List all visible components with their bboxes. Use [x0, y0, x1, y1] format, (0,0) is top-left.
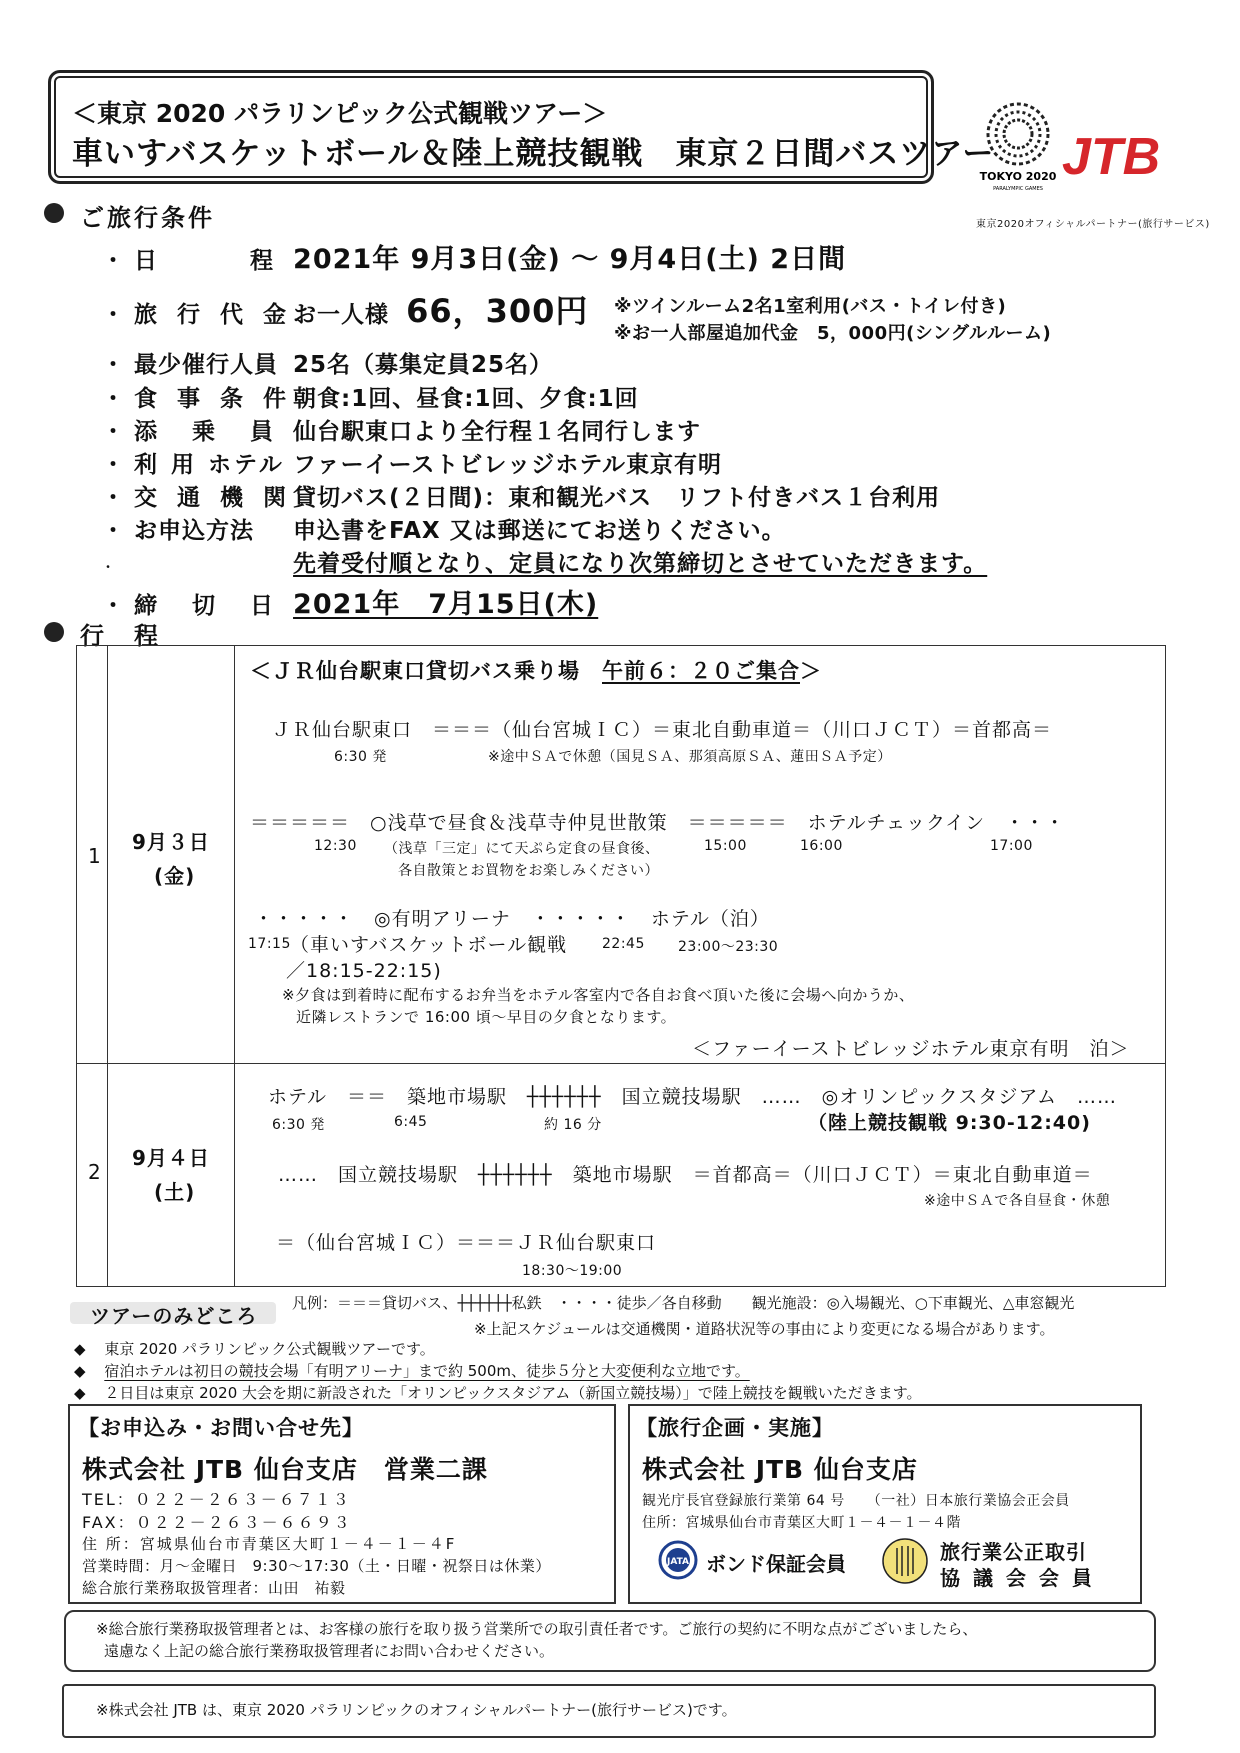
contact-manager: 総合旅行業務取扱管理者：山田 祐毅: [82, 1579, 346, 1597]
day1-route-2: ＝＝＝＝＝ ○浅草で昼食＆浅草寺仲見世散策 ＝＝＝＝＝ ホテルチェックイン ・・・: [250, 812, 1066, 834]
meals-value: 朝食:1回、昼食:1回、夕食:1回: [293, 386, 639, 412]
meeting-post: ＞: [800, 659, 822, 683]
highlight-text: ２日目は東京 2020 大会を期に新設された「オリンピックスタジアム（新国立競技場）」で陸上競技を観戦いただきます。: [104, 1384, 922, 1402]
condition-label: お申込方法: [134, 518, 255, 544]
transport-value: 貸切バス(２日間)：東和観光バス リフト付きバス１台利用: [293, 485, 941, 511]
highlight-item: ◆ 宿泊ホテルは初日の競技会場「有明アリーナ」まで約 500m、徒歩５分と大変便利な立地です。: [74, 1362, 750, 1380]
contact-title: 【お申込み・お問い合せ先】: [78, 1416, 364, 1440]
jata-emblem-icon: [658, 1540, 698, 1580]
condition-row-deadline: ・ 締 切 日 2021年 7月15日(木): [102, 589, 599, 620]
day1-route-1-time: 6:30 発: [334, 749, 387, 765]
highlight-text: 東京 2020 パラリンピック公式観戦ツアーです。: [104, 1340, 435, 1358]
apply-value: 申込書をFAX 又は郵送にてお送りください。: [293, 518, 786, 544]
day2-route-3: ＝（仙台宮城ＩＣ）＝＝＝ＪＲ仙台駅東口: [276, 1232, 657, 1254]
day1-note-2: 近隣レストランで 16:00 頃～早目の夕食となります。: [296, 1008, 677, 1026]
section-bullet-icon: [44, 622, 64, 642]
condition-row-meals: ・ 食 事 条 件 朝食:1回、昼食:1回、夕食:1回: [102, 380, 639, 413]
bond-member: ボンド保証会員: [706, 1552, 846, 1576]
day1-route-3: ・・・・・ ◎有明アリーナ ・・・・・ ホテル（泊）: [254, 908, 770, 930]
meeting-pre: ＜ＪＲ仙台駅東口貸切バス乗り場: [250, 659, 602, 683]
condition-label: 旅 行 代 金: [134, 302, 293, 328]
day-dow: (土): [154, 1180, 196, 1204]
condition-label: 日 程: [134, 248, 280, 274]
condition-row-min: ・ 最少催行人員 25名（募集定員25名）: [102, 346, 553, 379]
day2-route-2: …… 国立競技場駅 ┼┼┼┼┼┼ 築地市場駅 ＝首都高＝（川口ＪＣＴ）＝東北自動車道＝: [278, 1164, 1093, 1186]
highlight-item: ◆ 東京 2020 パラリンピック公式観戦ツアーです。: [74, 1340, 435, 1358]
day1-route-1: ＪＲ仙台駅東口 ＝＝＝（仙台宮城ＩＣ）＝東北自動車道＝（川口ＪＣＴ）＝首都高＝: [272, 719, 1053, 741]
day-dow: (金): [154, 864, 196, 888]
fair-trade-line-2: 協 議 会 会 員: [940, 1566, 1095, 1590]
itinerary-heading: 行 程: [80, 622, 161, 650]
price-value: 66，300円: [406, 292, 589, 330]
day2-route-1-duration: 約 16 分: [544, 1117, 602, 1133]
meeting-point: [250, 655, 822, 685]
highlights-heading: ツアーのみどころ: [90, 1304, 258, 1328]
day2-event: （陸上競技観戦 9:30-12:40): [808, 1112, 1091, 1134]
apply-value-2: 先着受付順となり、定員になり次第締切とさせていただきます。: [293, 551, 988, 577]
day1-route-2-time: 17:00: [990, 838, 1033, 854]
condition-label: 利 用 ホテル: [134, 452, 285, 478]
jata-text: JATA: [666, 1557, 690, 1567]
organizer-company: 株式会社 JTB 仙台支店: [642, 1455, 918, 1484]
condition-label: 交 通 機 関: [134, 485, 293, 511]
day1-route-3-time: 22:45: [602, 936, 645, 952]
footer-note-2: ※株式会社 JTB は、東京 2020 パラリンピックのオフィシャルパートナー(旅行サービス)です。: [96, 1701, 737, 1719]
day1-stay: ＜ファーイーストビレッジホテル東京有明 泊＞: [692, 1038, 1130, 1060]
day1-event: （車いすバスケットボール観戦: [290, 934, 568, 956]
day2-route-1: ホテル ＝＝ 築地市場駅 ┼┼┼┼┼┼ 国立競技場駅 …… ◎オリンピックスタジアム ……: [268, 1086, 1117, 1108]
day1-route-2-note: （浅草「三定」にて天ぷら定食の昼食後、: [384, 841, 660, 857]
day-number: 2: [88, 1160, 102, 1184]
footer-note-1b: 遠慮なく上記の総合旅行業務取扱管理者にお問い合わせください。: [104, 1642, 555, 1660]
tour-title: 車いすバスケットボール＆陸上競技観戦 東京２日間バスツアー: [72, 136, 995, 172]
meeting-time: 午前６：２０ご集合: [602, 659, 800, 683]
condition-row-schedule: ・ 日 程 2021年 9月3日(金) ～ 9月4日(土) 2日間: [102, 244, 847, 275]
jtb-logo: [1060, 124, 1180, 184]
jtb-logo-text: JTB: [1062, 128, 1161, 184]
organizer-registration: 観光庁長官登録旅行業第 64 号 （一社）日本旅行業協会正会員: [642, 1493, 1070, 1509]
condition-label: 最少催行人員: [134, 352, 279, 378]
contact-company: 株式会社 JTB 仙台支店 営業二課: [82, 1455, 488, 1484]
day-date: 9月４日: [132, 1146, 210, 1170]
contact-address: 住 所：宮城県仙台市青葉区大町１－４－１－４F: [82, 1535, 457, 1553]
day1-route-3-time: 17:15: [248, 936, 291, 952]
day2-route-2-note: ※途中ＳＡで各自昼食・休憩: [924, 1193, 1111, 1209]
tokyo-logo-text: TOKYO 2020: [979, 170, 1057, 183]
day1-route-3-time: 23:00～23:30: [678, 939, 779, 955]
day1-event-time: ／18:15-22:15): [286, 960, 442, 982]
tokyo-logo-sub: PARALYMPIC GAMES: [993, 186, 1043, 192]
hotel-value: ファーイーストビレッジホテル東京有明: [293, 452, 723, 478]
price-note-1: ※ツインルーム2名1室利用(バス・トイレ付き): [614, 296, 1007, 317]
footer-note-1a: ※総合旅行業務取扱管理者とは、お客様の旅行を取り扱う営業所での取引責任者です。ご旅行の契約に不明な点がございましたら、: [96, 1620, 978, 1638]
highlight-text: 宿泊ホテルは初日の競技会場「有明アリーナ」まで約 500m、徒歩５分と大変便利な立地です。: [104, 1362, 750, 1380]
day-number: 1: [88, 844, 102, 868]
condition-row-price: ・ 旅 行 代 金 お一人様 66，300円: [102, 292, 589, 330]
organizer-address: 住所：宮城県仙台市青葉区大町１－４－１－４階: [642, 1515, 961, 1531]
conditions-heading: ご旅行条件: [80, 204, 215, 232]
contact-hours: 営業時間：月～金曜日 9:30～17:30（土・日曜・祝祭日は休業）: [82, 1557, 551, 1575]
condition-row-guide: ・ 添 乗 員 仙台駅東口より全行程１名同行します: [102, 413, 701, 446]
day-date: 9月３日: [132, 830, 210, 854]
condition-label: 食 事 条 件: [134, 386, 293, 412]
min-value: 25名（募集定員25名）: [293, 352, 554, 378]
day1-route-1-note: ※途中ＳＡで休憩（国見ＳＡ、那須高原ＳＡ、蓮田ＳＡ予定）: [488, 749, 892, 765]
day2-route-3-time: 18:30～19:00: [522, 1263, 623, 1279]
condition-row-transport: ・ 交 通 機 関 貸切バス(２日間)：東和観光バス リフト付きバス１台利用: [102, 479, 940, 512]
day1-note-1: ※夕食は到着時に配布するお弁当をホテル客室内で各自お食べ頂いた後に会場へ向かうか、: [282, 986, 915, 1004]
organizer-title: 【旅行企画・実施】: [636, 1416, 834, 1440]
day1-route-2-time: 15:00: [704, 838, 747, 854]
tour-subtitle: ＜東京 2020 パラリンピック公式観戦ツアー＞: [72, 99, 608, 128]
condition-label: 締 切 日: [134, 593, 280, 619]
condition-label: 添 乗 員: [134, 419, 280, 445]
tokyo2020-emblem-icon: [970, 96, 1066, 196]
price-note-2: ※お一人部屋追加代金 5，000円(シングルルーム): [614, 323, 1052, 344]
deadline-value: 2021年 7月15日(木): [293, 589, 599, 620]
section-bullet-icon: [44, 203, 64, 223]
guide-value: 仙台駅東口より全行程１名同行します: [293, 419, 702, 445]
condition-row-hotel: ・ 利 用 ホテル ファーイーストビレッジホテル東京有明: [102, 446, 722, 479]
schedule-change-note: ※上記スケジュールは交通機関・道路状況等の事由により変更になる場合があります。: [474, 1320, 1055, 1338]
legend: 凡例：＝＝＝貸切バス、┼┼┼┼┼┼私鉄 ・・・・徒歩／各自移動 観光施設：◎入場観光、○下車観光、△車窓観光: [292, 1294, 1075, 1312]
day2-route-1-time: 6:45: [394, 1114, 428, 1130]
day1-route-2-time: 12:30: [314, 838, 357, 854]
price-prefix: お一人様: [293, 302, 390, 328]
day1-route-2-note-2: 各自散策とお買物をお楽しみください）: [398, 863, 659, 879]
contact-fax: FAX：０２２－２６３－６６９３: [82, 1513, 352, 1532]
schedule-value: 2021年 9月3日(金) ～ 9月4日(土) 2日間: [293, 244, 847, 275]
fair-trade-council-icon: [880, 1536, 930, 1586]
condition-row-apply: ・ お申込方法 申込書をFAX 又は郵送にてお送りください。: [102, 512, 786, 545]
condition-row-apply-2: ・ 先着受付順となり、定員になり次第締切とさせていただきます。: [102, 551, 988, 577]
highlight-item: ◆ ２日目は東京 2020 大会を期に新設された「オリンピックスタジアム（新国立競技場）」で陸上競技を観戦いただきます。: [74, 1384, 922, 1402]
day1-route-2-time: 16:00: [800, 838, 843, 854]
fair-trade-line-1: 旅行業公正取引: [940, 1540, 1087, 1564]
day2-route-1-time: 6:30 発: [272, 1117, 325, 1133]
contact-tel: TEL：０２２－２６３－６７１３: [82, 1490, 351, 1509]
partner-text: 東京2020オフィシャルパートナー(旅行サービス): [976, 219, 1210, 230]
